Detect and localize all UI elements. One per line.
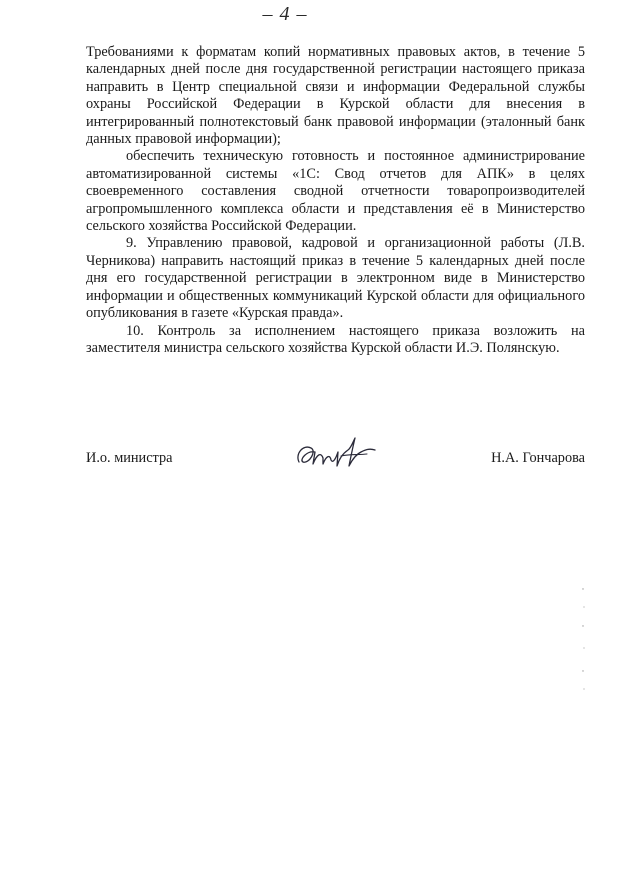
signatory-name: Н.А. Гончарова xyxy=(491,450,585,466)
document-body xyxy=(86,44,585,357)
handwritten-signature-icon xyxy=(293,432,378,472)
scan-artifact-dots xyxy=(580,585,588,695)
paragraph-ensure-apk-system: обеспечить техническую готовность и постоянное администрирование автоматизированной системы «1С: Свод отчетов для АПК» в целях своевременного составления сводной отчетности товаропроизводителей агропромышленного комплекса области и представления её в Министерство сельского хозяйства Российской Федерации. xyxy=(86,148,585,235)
paragraph-item-10: 10. Контроль за исполнением настоящего приказа возложить на заместителя министра сельского хозяйства Курской области И.Э. Полянскую. xyxy=(86,322,585,356)
signatory-role: И.о. министра xyxy=(86,450,173,466)
paragraph-continuation: Требованиями к форматам копий нормативных правовых актов, в течение 5 календарных дней после дня государственной регистрации настоящего приказа направить в Центр специальной связи и информации Федеральной службы охраны Российской Федерации в Курской области для внесения в интегрированный полнотекстовый банк правовой информации (эталонный банк данных правовой информации); xyxy=(86,44,585,148)
signature-block xyxy=(86,432,585,482)
page-number: – 4 – xyxy=(262,3,308,25)
paragraph-item-9: 9. Управлению правовой, кадровой и организационной работы (Л.В. Черникова) направить настоящий приказ в течение 5 календарных дней после дня его государственной регистрации в электронном виде в Министерство информации и общественных коммуникаций Курской области для официального опубликования в газете «Курская правда». xyxy=(86,235,585,322)
